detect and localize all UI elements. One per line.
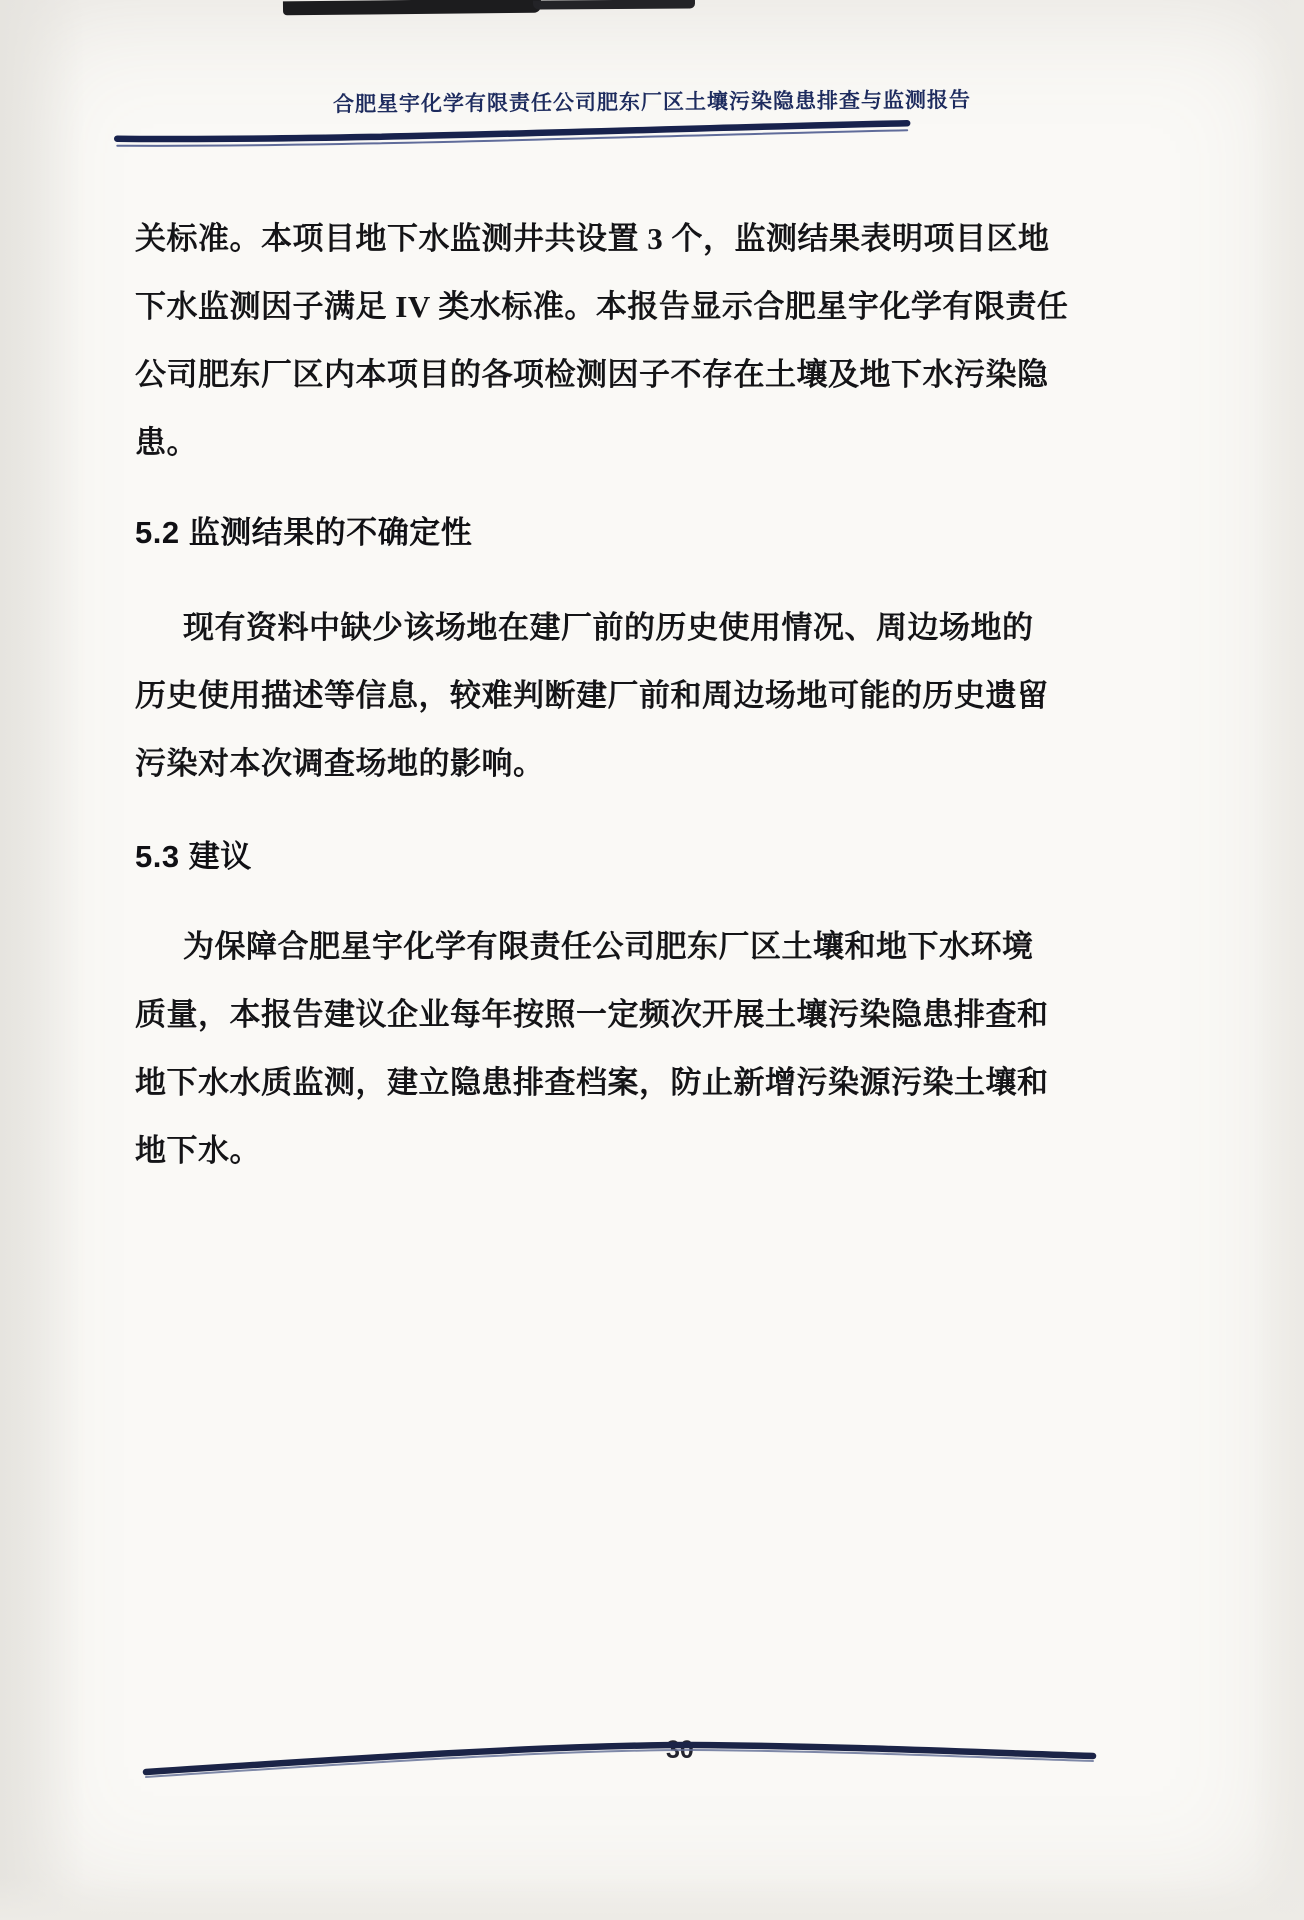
- body-line: 公司肥东厂区内本项目的各项检测因子不存在土壤及地下水污染隐: [135, 357, 1049, 392]
- paragraph-2: [135, 594, 1049, 798]
- paragraph-3: [135, 913, 1049, 1185]
- page-number: 30: [666, 1736, 694, 1764]
- scan-artifact: [283, 0, 541, 15]
- footer-rule: [138, 1728, 1103, 1783]
- scan-artifact: [533, 0, 695, 10]
- body-line: 质量，本报告建议企业每年按照一定频次开展土壤污染隐患排查和: [135, 997, 1049, 1032]
- body-line: 现有资料中缺少该场地在建厂前的历史使用情况、周边场地的: [183, 610, 1034, 645]
- section-heading-5-2: 5.2 监测结果的不确定性: [135, 515, 473, 550]
- body-line: 下水监测因子满足 IV 类水标准。本报告显示合肥星宇化学有限责任: [135, 289, 1069, 324]
- scan-edge-right: [1244, 0, 1304, 1920]
- body-line: 地下水。: [135, 1133, 261, 1168]
- body-line: 关标准。本项目地下水监测井共设置 3 个，监测结果表明项目区地: [135, 221, 1050, 256]
- paragraph-1: [135, 205, 1069, 477]
- body-line: 污染对本次调查场地的影响。: [135, 746, 545, 781]
- page-body: [135, 205, 1069, 1185]
- page-footer: [0, 1728, 1304, 1798]
- section-heading-5-3: 5.3 建议: [135, 839, 252, 874]
- page-header: [0, 81, 1304, 120]
- body-line: 为保障合肥星宇化学有限责任公司肥东厂区土壤和地下水环境: [183, 929, 1034, 964]
- header-rule: [113, 116, 913, 152]
- body-line: 患。: [135, 425, 198, 460]
- report-header-title: 合肥星宇化学有限责任公司肥东厂区土壤污染隐患排查与监测报告: [332, 87, 972, 117]
- scan-edge-left: [0, 0, 95, 1920]
- body-line: 历史使用描述等信息，较难判断建厂前和周边场地可能的历史遗留: [135, 678, 1049, 713]
- scan-edge-bottom: [0, 1870, 1304, 1920]
- body-line: 地下水水质监测，建立隐患排查档案，防止新增污染源污染土壤和: [135, 1065, 1049, 1100]
